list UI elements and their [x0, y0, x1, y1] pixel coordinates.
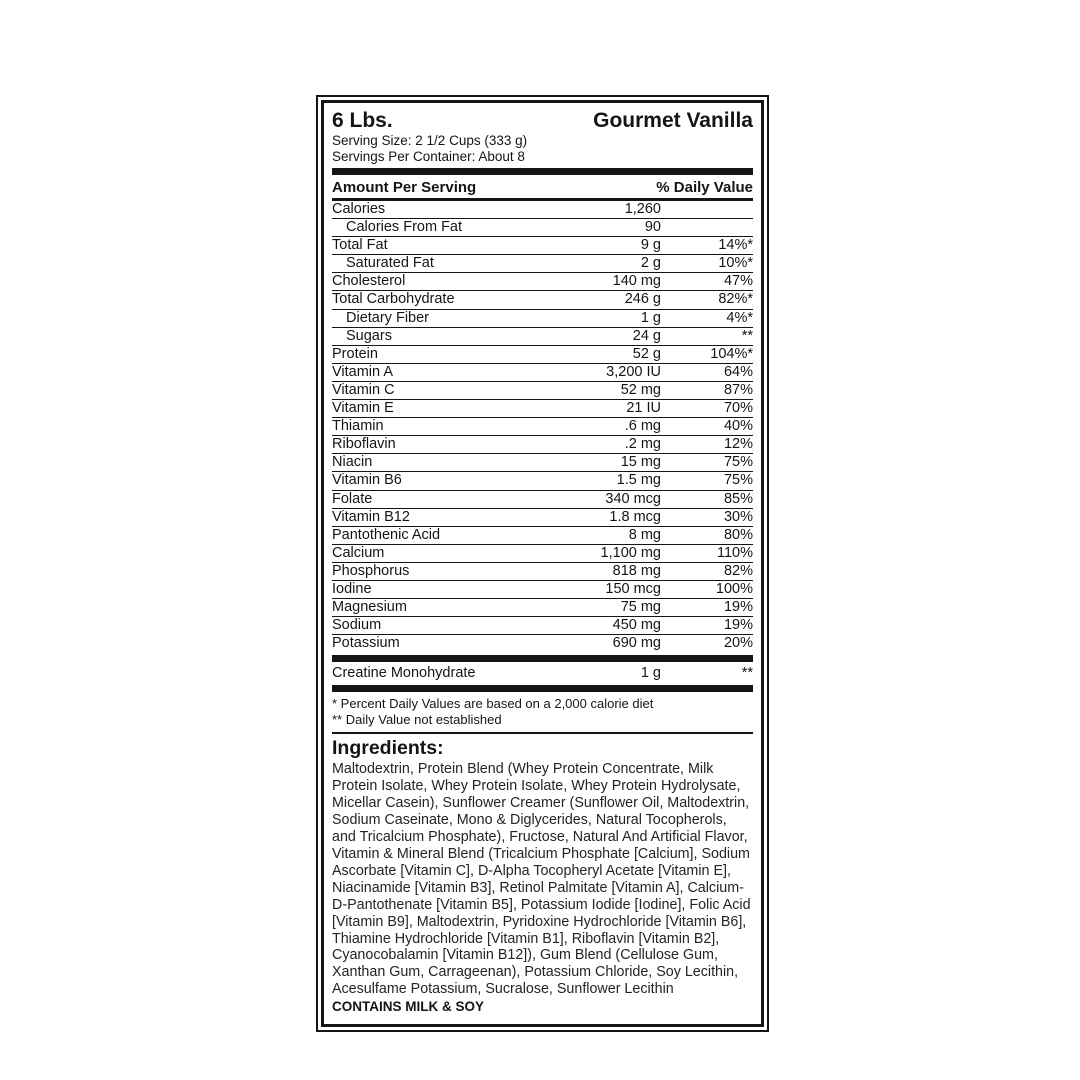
- serving-size-text: Serving Size: 2 1/2 Cups (333 g): [332, 133, 528, 148]
- footnote-daily-values: * Percent Daily Values are based on a 2,000 calorie diet: [332, 696, 654, 712]
- nutrient-amount: 24 g: [632, 327, 661, 344]
- nutrient-daily-value: 30%: [723, 508, 753, 525]
- table-row: [332, 255, 753, 273]
- nutrient-daily-value: 19%: [723, 617, 753, 634]
- nutrient-amount: .6 mg: [624, 418, 661, 435]
- nutrition-rows: [332, 201, 753, 652]
- nutrient-daily-value: 19%: [723, 599, 753, 616]
- table-row: [332, 237, 753, 255]
- nutrient-label: Saturated Fat: [346, 255, 434, 272]
- table-row: [332, 635, 753, 652]
- nutrient-amount: 90: [644, 219, 661, 236]
- nutrient-amount: 450 mg: [612, 617, 661, 634]
- nutrient-label: Calories: [332, 201, 386, 217]
- amount-per-serving-header: Amount Per Serving: [332, 179, 477, 196]
- nutrient-daily-value: 87%: [723, 381, 753, 398]
- nutrient-label: Thiamin: [332, 418, 384, 435]
- nutrient-label: Vitamin C: [332, 381, 395, 398]
- nutrient-amount: 75 mg: [620, 599, 661, 616]
- table-row: [332, 346, 753, 364]
- nutrient-amount: 52 mg: [620, 381, 661, 398]
- nutrient-amount: 150 mcg: [605, 580, 661, 597]
- nutrient-label: Riboflavin: [332, 436, 396, 453]
- table-row: [332, 617, 753, 635]
- nutrient-daily-value: **: [741, 327, 753, 344]
- nutrient-daily-value: 100%: [715, 580, 753, 597]
- footnotes: [332, 695, 753, 730]
- table-row: [332, 201, 753, 219]
- table-row: [332, 219, 753, 237]
- divider-thick-top: [332, 168, 753, 175]
- nutrient-daily-value: 14%*: [718, 237, 753, 254]
- nutrient-daily-value: 4%*: [726, 309, 753, 326]
- divider-thick-above-creatine: [332, 655, 753, 662]
- table-row: [332, 382, 753, 400]
- nutrient-amount: 1 g: [640, 309, 661, 326]
- nutrient-amount: 1,260: [624, 201, 661, 217]
- table-row: [332, 563, 753, 581]
- table-row: [332, 364, 753, 382]
- nutrient-label: Phosphorus: [332, 562, 410, 579]
- nutrient-daily-value: 64%: [723, 363, 753, 380]
- nutrient-amount: 1.8 mcg: [609, 508, 661, 525]
- nutrient-amount: 690 mg: [612, 635, 661, 652]
- nutrient-amount: 140 mg: [612, 273, 661, 290]
- nutrient-daily-value: 104%*: [710, 345, 753, 362]
- nutrient-label: Total Fat: [332, 237, 388, 254]
- nutrient-label: Dietary Fiber: [346, 309, 429, 326]
- table-row: [332, 509, 753, 527]
- nutrient-amount: 3,200 IU: [606, 363, 661, 380]
- table-row: [332, 310, 753, 328]
- nutrient-daily-value: 75%: [723, 454, 753, 471]
- nutrient-daily-value: 47%: [723, 273, 753, 290]
- table-row: [332, 418, 753, 436]
- nutrient-label: Pantothenic Acid: [332, 526, 441, 543]
- table-row: [332, 328, 753, 346]
- nutrient-label: Vitamin B6: [332, 472, 402, 489]
- table-row: [332, 491, 753, 509]
- nutrient-label: Total Carbohydrate: [332, 291, 455, 308]
- nutrient-amount: 340 mcg: [605, 490, 661, 507]
- nutrient-amount: 2 g: [640, 255, 661, 272]
- label-header: [332, 108, 753, 133]
- nutrient-amount: 1.5 mg: [616, 472, 661, 489]
- nutrient-daily-value: 82%: [723, 562, 753, 579]
- table-row: [332, 291, 753, 309]
- nutrient-label: Sodium: [332, 617, 382, 634]
- nutrient-daily-value: 40%: [723, 418, 753, 435]
- divider-thick-below-creatine: [332, 685, 753, 692]
- nutrient-label: Vitamin A: [332, 363, 393, 380]
- table-row: [332, 545, 753, 563]
- nutrient-amount: 15 mg: [620, 454, 661, 471]
- nutrient-daily-value: 80%: [723, 526, 753, 543]
- nutrient-label: Sugars: [346, 327, 392, 344]
- column-header-row: [332, 178, 753, 201]
- nutrient-amount: 1,100 mg: [600, 544, 661, 561]
- servings-per-container-text: Servings Per Container: About 8: [332, 149, 525, 164]
- nutrient-label: Calcium: [332, 544, 385, 561]
- nutrient-label: Creatine Monohydrate: [332, 665, 476, 682]
- footnote-not-established: ** Daily Value not established: [332, 711, 502, 727]
- table-row: [332, 472, 753, 490]
- table-row: [332, 581, 753, 599]
- allergen-statement: CONTAINS MILK & SOY: [332, 999, 485, 1015]
- nutrient-label: Niacin: [332, 454, 373, 471]
- nutrient-amount: .2 mg: [624, 436, 661, 453]
- nutrient-daily-value: 20%: [723, 635, 753, 652]
- ingredients-heading: Ingredients:: [332, 737, 444, 760]
- nutrient-amount: 8 mg: [628, 526, 661, 543]
- table-row-creatine: [332, 665, 753, 682]
- table-row: [332, 527, 753, 545]
- nutrient-label: Vitamin E: [332, 400, 394, 417]
- table-row: [332, 454, 753, 472]
- nutrient-amount: 52 g: [632, 345, 661, 362]
- ingredients-text: Maltodextrin, Protein Blend (Whey Protein Concentrate, Milk Protein Isolate, Whey Protein Isolate, Whey Protein Hydrolysate, Micellar Casein), Sunflower Creamer (Sunflower Oil, Maltodextrin, Sodium Caseinate, Mono & Diglycerides, Natural Tocopherols, and Tricalcium Phosphate), Fructose, Natural And Artificial Flavor, Vitamin & Mineral Blend (Tricalcium Phosphate [Calcium], Sodium Ascorbate [Vitamin C], D-Alpha Tocopheryl Acetate [Vitamin E], Niacinamide [Vitamin B3], Retinol Palmitate [Vitamin A], Calcium-D-Pantothenate [Vitamin B5], Potassium Iodide [Iodine], Folic Acid [Vitamin B9], Maltodextrin, Pyridoxine Hydrochloride [Vitamin B6], Thiamine Hydrochloride [Vitamin B1], Riboflavin [Vitamin B2], Cyanocobalamin [Vitamin B12]), Gum Blend (Cellulose Gum, Xanthan Gum, Carrageenan), Potassium Chloride, Soy Lecithin, Acesulfame Potassium, Sucralose, Sunflower Lecithin: [332, 761, 751, 998]
- table-row: [332, 273, 753, 291]
- nutrient-daily-value: 70%: [723, 400, 753, 417]
- table-row: [332, 436, 753, 454]
- nutrient-label: Calories From Fat: [346, 219, 463, 236]
- nutrient-amount: 21 IU: [626, 400, 661, 417]
- nutrient-daily-value: 110%: [716, 544, 753, 561]
- nutrition-label: [316, 95, 769, 1032]
- nutrient-daily-value: 75%: [723, 472, 753, 489]
- nutrient-label: Potassium: [332, 635, 400, 652]
- nutrient-amount: 246 g: [624, 291, 661, 308]
- product-flavor: Gourmet Vanilla: [593, 109, 753, 132]
- nutrient-amount: 1 g: [640, 665, 661, 682]
- divider-medium: [332, 732, 753, 734]
- nutrient-daily-value: 10%*: [718, 255, 753, 272]
- table-row: [332, 400, 753, 418]
- nutrient-daily-value: 85%: [723, 490, 753, 507]
- nutrient-amount: 818 mg: [612, 562, 661, 579]
- nutrient-label: Folate: [332, 490, 373, 507]
- daily-value-header: % Daily Value: [656, 179, 753, 196]
- nutrient-daily-value: **: [741, 665, 753, 682]
- product-size: 6 Lbs.: [332, 109, 393, 132]
- nutrient-label: Iodine: [332, 580, 372, 597]
- nutrient-daily-value: 82%*: [718, 291, 753, 308]
- nutrient-daily-value: 12%: [723, 436, 753, 453]
- table-row: [332, 599, 753, 617]
- nutrition-label-inner: [321, 100, 764, 1027]
- nutrient-label: Vitamin B12: [332, 508, 410, 525]
- nutrient-amount: 9 g: [640, 237, 661, 254]
- nutrient-label: Magnesium: [332, 599, 407, 616]
- nutrient-label: Protein: [332, 345, 378, 362]
- nutrient-label: Cholesterol: [332, 273, 406, 290]
